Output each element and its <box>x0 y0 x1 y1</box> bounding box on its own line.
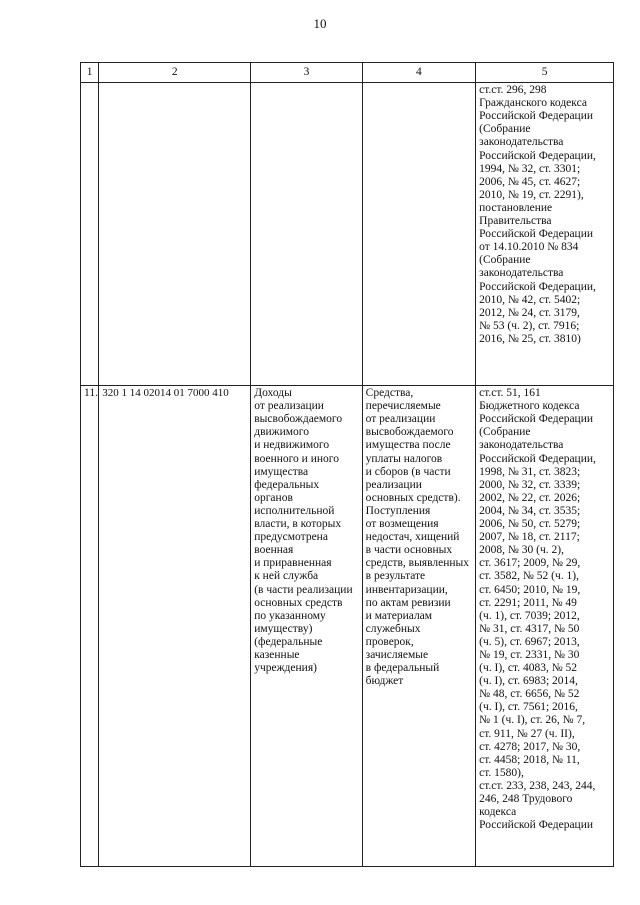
cell-line: власти, в которых <box>254 518 342 531</box>
cell-line: Российской Федерации <box>479 228 594 241</box>
cell-line: в части основных <box>365 544 453 557</box>
cell-line: по указанному <box>254 609 326 622</box>
cell-line: бюджет <box>365 675 404 688</box>
cell-line: исполнительной <box>254 504 335 517</box>
cell-line: Российской Федерации, <box>479 280 596 293</box>
cell-line: реализации <box>365 478 422 491</box>
header-col-3: 3 <box>251 63 362 83</box>
cell-line: Правительства <box>479 215 552 228</box>
cell-line: основных средств <box>254 596 343 609</box>
cell-line: органов <box>254 491 293 504</box>
cell-line: по актам ревизии <box>365 596 451 609</box>
cell-line: от возмещения <box>365 518 439 531</box>
cell-line: 2006, № 50, ст. 5279; <box>479 518 581 531</box>
cell-line: 2012, № 24, ст. 3179, <box>479 306 580 319</box>
cell-line: (в части реализации <box>254 583 353 596</box>
cell-line: № 1 (ч. I), ст. 26, № 7, <box>479 714 586 727</box>
cell-line: (ч. 1), ст. 7039; 2012, <box>479 609 580 622</box>
legal-basis <box>476 83 614 386</box>
cell-line: кодекса <box>479 806 517 819</box>
cell-line: имуществу) <box>254 622 313 635</box>
cell-line: и приравненная <box>254 557 332 570</box>
cell-line: в федеральный <box>365 662 440 675</box>
cell-line: ст. 4278; 2017, № 30, <box>479 740 581 753</box>
cell-line: имущества после <box>365 439 451 452</box>
table-row <box>81 386 614 867</box>
header-col-2: 2 <box>99 63 251 83</box>
cell-line: военного и иного <box>254 452 339 465</box>
cell-line: ст. 1580), <box>479 766 524 779</box>
cell-line: постановление <box>479 201 553 214</box>
cell-line: Российской Федерации <box>479 819 594 832</box>
cell-line: (ч. I), ст. 6983; 2014, <box>479 675 578 688</box>
cell-line: Российской Федерации <box>479 413 594 426</box>
cell-line: в результате <box>365 570 426 583</box>
income-name <box>251 386 362 867</box>
cell-line: законодательства <box>479 136 564 149</box>
cell-line: имущества <box>254 465 309 478</box>
cell-line: и материалам <box>365 609 433 622</box>
table-header-row <box>81 63 614 83</box>
cell-line: Доходы <box>254 387 292 400</box>
cell-line: уплаты налогов <box>365 452 443 465</box>
budget-code: 320 1 14 02014 01 7000 410 <box>99 386 251 867</box>
cell-line: законодательства <box>479 439 564 452</box>
cell-line: 2007, № 18, ст. 2117; <box>479 531 580 544</box>
cell-line: № 53 (ч. 2), ст. 7916; <box>479 319 580 332</box>
cell-line: зачисляемые <box>365 648 429 661</box>
cell-line: № 48, ст. 6656, № 52 <box>479 688 580 701</box>
cell-line: средств, выявленных <box>365 557 469 570</box>
cell-line: 2010, № 19, ст. 2291), <box>479 188 584 201</box>
legal-basis <box>476 386 614 867</box>
cell-line: 2008, № 30 (ч. 2), <box>479 544 564 557</box>
cell-line: 1998, № 31, ст. 3823; <box>479 465 581 478</box>
cell-line: казенные <box>254 648 300 661</box>
cell-line: военная <box>254 544 294 557</box>
cell-line: (ч. 5), ст. 6967; 2013, <box>479 635 580 648</box>
cell-line: и сборов (в части <box>365 465 451 478</box>
cell-line: Гражданского кодекса <box>479 97 587 110</box>
cell-line: Бюджетного кодекса <box>479 400 580 413</box>
cell-line: (ч. I), ст. 4083, № 52 <box>479 662 578 675</box>
income-name <box>251 83 362 386</box>
cell-line: служебных <box>365 622 421 635</box>
income-source <box>362 386 475 867</box>
cell-line: учреждения) <box>254 662 317 675</box>
income-source <box>362 83 475 386</box>
cell-line: 1994, № 32, ст. 3301; <box>479 162 581 175</box>
header-col-5: 5 <box>476 63 614 83</box>
cell-line: ст. 6450; 2010, № 19, <box>479 583 581 596</box>
cell-line: (Собрание <box>479 254 531 267</box>
cell-line: Российской Федерации, <box>479 149 596 162</box>
cell-line: от реализации <box>365 413 436 426</box>
cell-line: законодательства <box>479 267 564 280</box>
cell-line: ст.ст. 233, 238, 243, 244, <box>479 779 596 792</box>
page-number: 10 <box>313 16 327 31</box>
cell-line: и недвижимого <box>254 439 330 452</box>
cell-line: основных средств). <box>365 491 461 504</box>
cell-line: ст. 3582, № 52 (ч. 1), <box>479 570 579 583</box>
cell-line: Российской Федерации <box>479 110 594 123</box>
cell-line: 2006, № 45, ст. 4627; <box>479 175 581 188</box>
cell-line: перечисляемые <box>365 400 441 413</box>
cell-line: 2000, № 32, ст. 3339; <box>479 478 581 491</box>
cell-line: № 31, ст. 4317, № 50 <box>479 622 580 635</box>
cell-line: ст. 911, № 27 (ч. II), <box>479 727 575 740</box>
cell-line: Средства, <box>365 387 414 400</box>
budget-code <box>99 83 251 386</box>
cell-line: федеральных <box>254 478 320 491</box>
cell-line: предусмотрена <box>254 531 328 544</box>
table-row <box>81 83 614 386</box>
cell-line: (Собрание <box>479 123 531 136</box>
cell-line: Российской Федерации, <box>479 452 596 465</box>
cell-line: инвентаризации, <box>365 583 448 596</box>
cell-line: от реализации <box>254 400 324 413</box>
cell-line: ст. 4458; 2018, № 11, <box>479 753 580 766</box>
cell-line: проверок, <box>365 635 414 648</box>
cell-line: недостач, хищений <box>365 531 460 544</box>
revenue-table <box>80 62 614 867</box>
cell-line: (ч. I), ст. 7561; 2016, <box>479 701 578 714</box>
cell-line: 2004, № 34, ст. 3535; <box>479 504 581 517</box>
cell-line: от 14.10.2010 № 834 <box>479 241 579 254</box>
cell-line: (Собрание <box>479 426 531 439</box>
header-col-4: 4 <box>362 63 475 83</box>
cell-line: ст. 3617; 2009, № 29, <box>479 557 581 570</box>
header-col-1: 1 <box>81 63 99 83</box>
cell-line: Поступления <box>365 504 431 517</box>
cell-line: 2010, № 42, ст. 5402; <box>479 293 581 306</box>
cell-line: (федеральные <box>254 635 323 648</box>
cell-line: высвобождаемого <box>365 426 454 439</box>
cell-line: ст.ст. 296, 298 <box>479 84 547 97</box>
cell-line: ст. 2291; 2011, № 49 <box>479 596 577 609</box>
cell-line: ст.ст. 51, 161 <box>479 387 541 400</box>
row-number: 11. <box>81 386 99 867</box>
cell-line: 2016, № 25, ст. 3810) <box>479 332 581 345</box>
cell-line: к ней служба <box>254 570 319 583</box>
cell-line: высвобождаемого <box>254 413 343 426</box>
cell-line: № 19, ст. 2331, № 30 <box>479 648 580 661</box>
row-number <box>81 83 99 386</box>
cell-line: 2002, № 22, ст. 2026; <box>479 491 581 504</box>
cell-line: 246, 248 Трудового <box>479 793 573 805</box>
cell-line: движимого <box>254 426 309 439</box>
